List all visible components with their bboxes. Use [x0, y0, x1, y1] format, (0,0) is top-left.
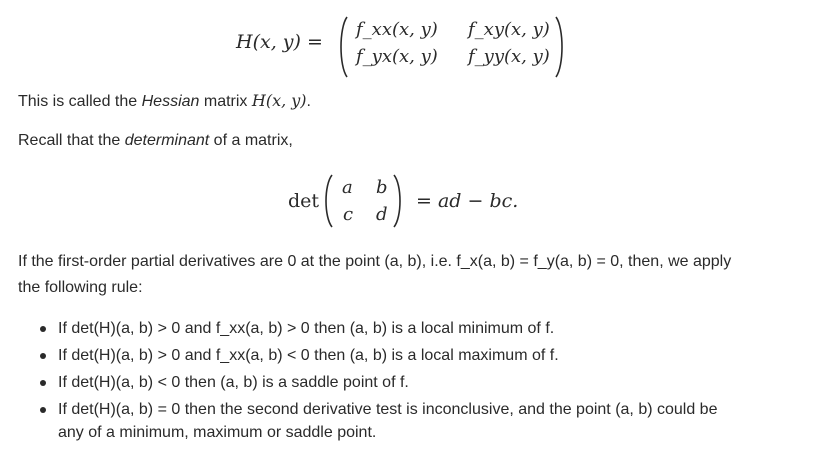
det-entry-d: d	[376, 204, 388, 225]
hessian-lhs: H(x, y) =	[236, 31, 323, 53]
hessian-term: Hessian	[141, 93, 200, 110]
determinant-intro: Recall that the determinant of a matrix,	[18, 132, 293, 149]
determinant-term: determinant	[124, 132, 210, 149]
hessian-entry-fxy: f_xy(x, y)	[468, 19, 550, 40]
hessian-math: H(x, y)	[251, 91, 307, 110]
det-entry-b: b	[376, 177, 388, 198]
hessian-entry-fyy: f_yy(x, y)	[468, 46, 550, 67]
hessian-entry-fyx: f_yx(x, y)	[356, 46, 438, 67]
hessian-description: This is called the Hessian matrix H(x, y).	[18, 91, 311, 110]
hessian-equation	[236, 10, 576, 74]
det-rhs: = ad − bc.	[416, 190, 519, 212]
determinant-equation	[288, 170, 548, 230]
condition-line-1: If the first-order partial derivatives are 0 at the point (a, b), i.e. f_x(a, b) = f_y(a, b) = 0, then, we apply	[18, 253, 732, 270]
hessian-entry-fxx: f_xx(x, y)	[356, 19, 438, 40]
left-paren-icon	[337, 16, 349, 78]
list-item: If det(H)(a, b) > 0 and f_xx(a, b) > 0 then (a, b) is a local minimum of f.	[40, 315, 820, 342]
list-item: If det(H)(a, b) < 0 then (a, b) is a saddle point of f.	[40, 369, 820, 396]
det-label: det	[288, 190, 320, 212]
rule-4-continuation: any of a minimum, maximum or saddle point.	[58, 424, 377, 441]
left-paren-icon	[322, 174, 334, 228]
right-paren-icon	[392, 174, 404, 228]
det-entry-a: a	[342, 177, 353, 198]
rules-list	[40, 315, 820, 423]
list-item: If det(H)(a, b) = 0 then the second derivative test is inconclusive, and the point (a, b) could be	[40, 396, 820, 423]
right-paren-icon	[554, 16, 566, 78]
condition-line-2: the following rule:	[18, 279, 143, 296]
list-item: If det(H)(a, b) > 0 and f_xx(a, b) < 0 then (a, b) is a local maximum of f.	[40, 342, 820, 369]
det-entry-c: c	[343, 204, 354, 225]
